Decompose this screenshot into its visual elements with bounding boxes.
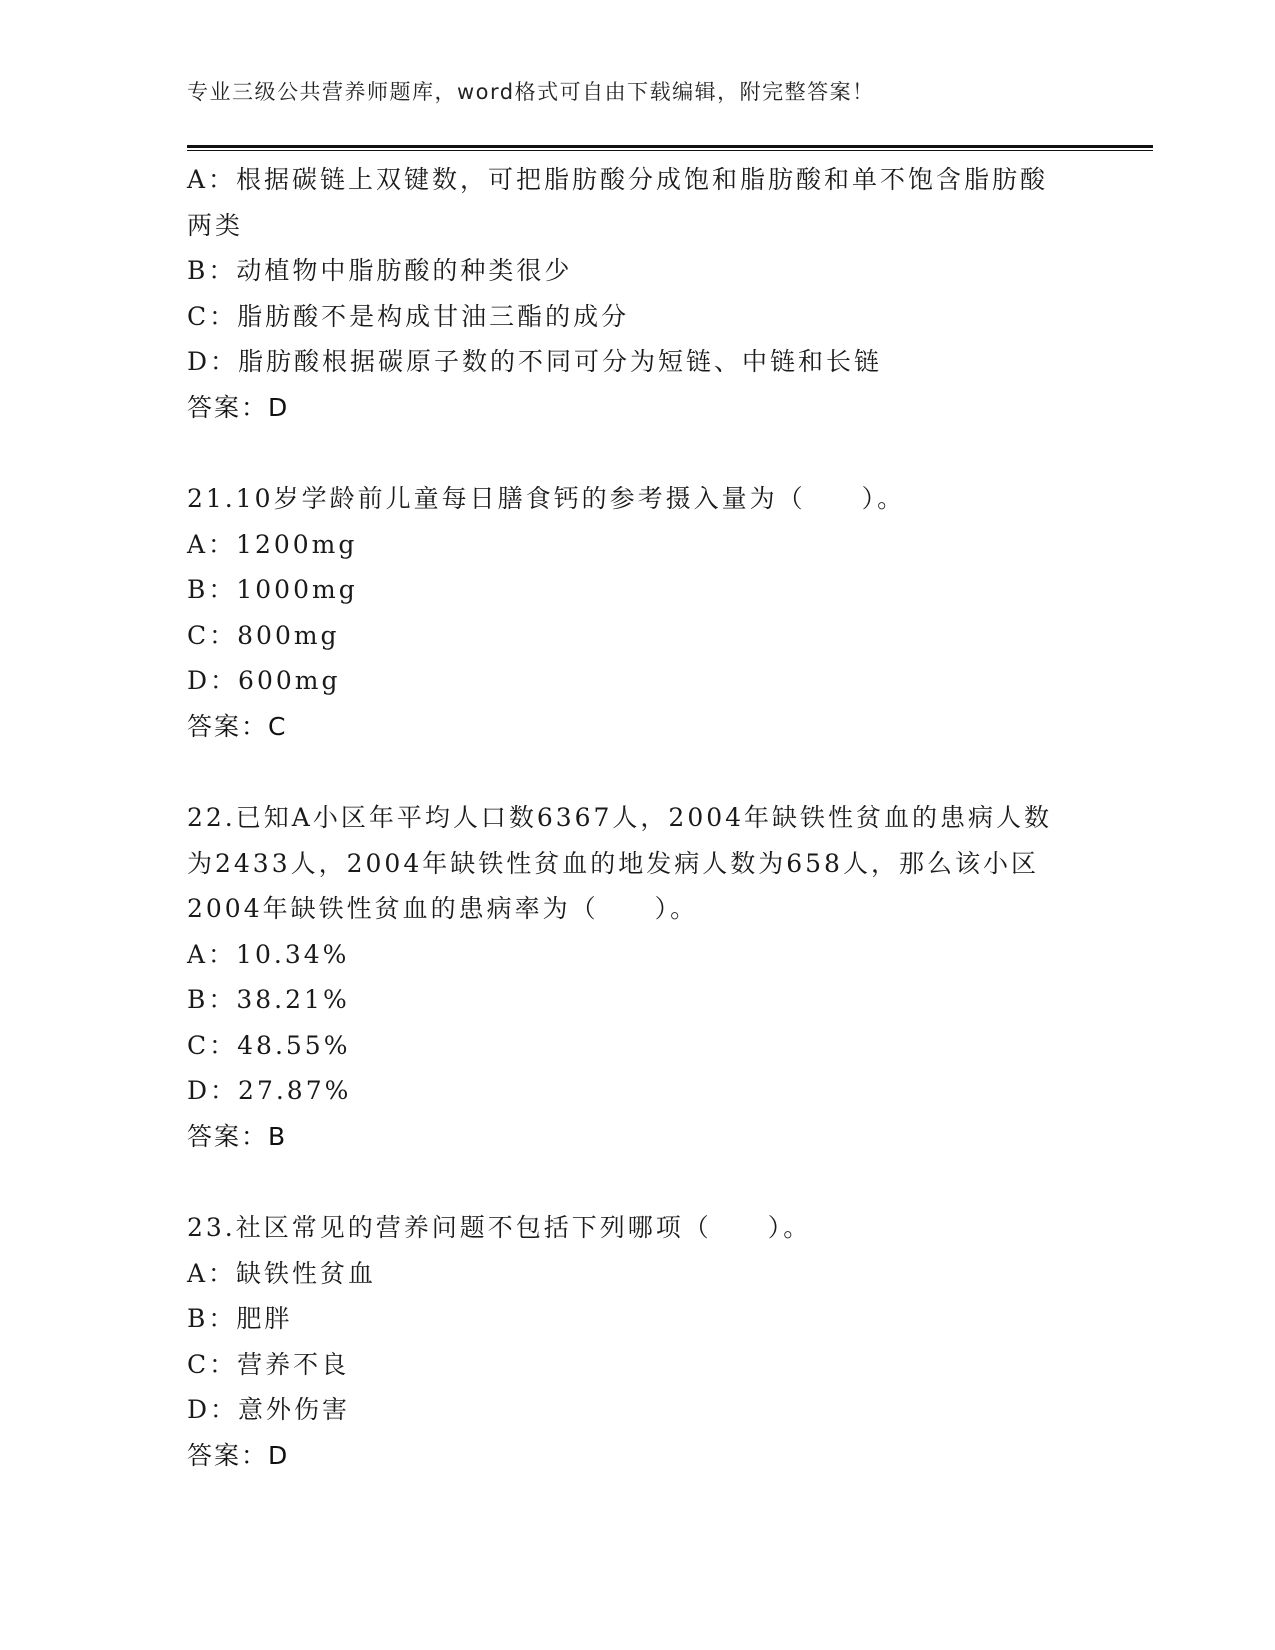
option-a: A：根据碳链上双键数，可把脂肪酸分成饱和脂肪酸和单不饱含脂肪酸 [187,165,1049,194]
answer: 答案：B [187,1121,288,1151]
question-21 [187,476,1087,749]
option-a-continued: 两类 [187,210,244,240]
spacer [187,1159,1087,1205]
question-text-line-3: 2004年缺铁性贫血的患病率为（ ）。 [187,894,699,923]
option-c: C：营养不良 [187,1349,350,1379]
option-d: D：脂肪酸根据碳原子数的不同可分为短链、中链和长链 [187,347,883,376]
option-a: A：1200mg [187,529,358,559]
page-header: 专业三级公共营养师题库，word格式可自由下载编辑，附完整答案！ [187,80,875,104]
spacer [187,749,1087,795]
option-d: D：意外伤害 [187,1395,351,1424]
option-a: A：缺铁性贫血 [187,1258,377,1288]
option-c: C：脂肪酸不是构成甘油三酯的成分 [187,301,630,331]
question-20 [187,157,1087,430]
option-c: C：48.55% [187,1030,351,1060]
option-d: D：600mg [187,666,341,695]
question-list [187,157,1087,1478]
spacer [187,430,1087,476]
option-c: C：800mg [187,620,340,650]
question-text: 21.10岁学龄前儿童每日膳食钙的参考摄入量为（ ）。 [187,484,906,513]
question-text: 23.社区常见的营养问题不包括下列哪项（ ）。 [187,1213,812,1242]
question-text-line-1: 22.已知A小区年平均人口数6367人，2004年缺铁性贫血的患病人数 [187,803,1053,832]
option-a: A：10.34% [187,939,350,969]
answer: 答案：C [187,711,288,741]
question-23 [187,1205,1087,1478]
option-b: B：动植物中脂肪酸的种类很少 [187,256,573,285]
option-b: B：1000mg [187,575,358,604]
answer: 答案：D [187,1440,290,1470]
option-b: B：38.21% [187,985,350,1014]
option-b: B：肥胖 [187,1304,293,1333]
header-rule-thick [187,145,1153,148]
answer: 答案：D [187,392,290,422]
question-text-line-2: 为2433人，2004年缺铁性贫血的地发病人数为658人，那么该小区 [187,848,1039,878]
header-rule-thin [187,150,1153,151]
option-d: D：27.87% [187,1076,352,1105]
question-22 [187,795,1087,1159]
